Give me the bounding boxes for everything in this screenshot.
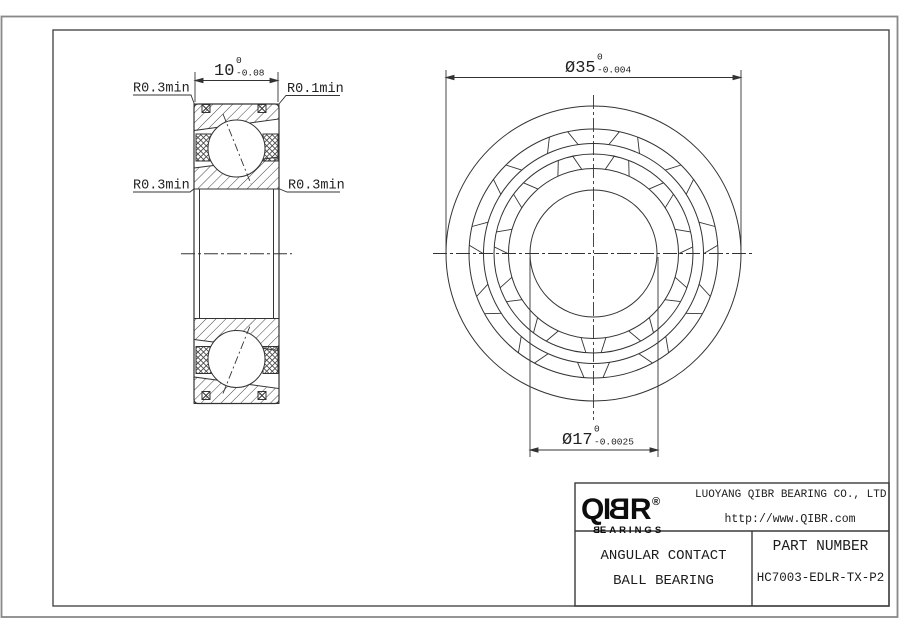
sheet-borders [2,17,898,618]
fillet-label-top-right: R0.1min [287,82,344,97]
logo-letter: I [602,493,610,526]
cage-pocket-edge [666,336,669,352]
cage-pocket-edge [518,336,521,352]
cage-pocket-edge [546,331,558,341]
cage-pocket-edge [675,277,687,288]
cage-pocket-edge [629,331,641,341]
cage-pocket-edge [605,156,614,169]
cage-pocket-edge [609,132,620,145]
cage-pocket-edge [514,194,522,208]
cage-pocket-edge [649,183,664,189]
logo-sub-letter-mirrored-b: B [590,525,600,536]
cage-pocket-edge [649,318,653,333]
fillet-label-top-left: R0.3min [133,81,190,97]
cage-pocket-edge [506,165,522,170]
cage-pocket-edge [568,132,579,145]
cage-pocket-edge [679,247,693,254]
arrowhead [530,448,538,452]
section-view [181,104,292,404]
cage-pocket-edge [699,284,710,296]
cage-pocket-edge [477,284,488,296]
arrowhead [195,78,203,82]
cage-pocket-edge [534,318,538,333]
cage-pocket-edge [494,179,501,194]
cage-pocket-edge [472,222,488,226]
cage-pocket-edge [534,354,548,363]
cage-pocket-edge [506,300,522,302]
cage-pocket-edge [601,338,606,353]
cage-pocket-edge [548,137,550,154]
bore-dim-tol-upper: 0 [594,423,600,435]
logo-letter: Q [581,493,603,526]
cage-pocket-edge [494,247,508,254]
brand-logo [581,489,691,536]
cage-pocket-edge [675,229,691,232]
cage-pocket-edge [638,137,640,154]
registered-trademark-symbol: ® [652,496,661,508]
od-dim-value: Ø35 [565,59,596,78]
cage-pocket-edge [603,362,610,377]
cage-pocket-edge [500,277,512,288]
outer-border [2,17,898,618]
cage-pocket-edge [578,362,585,377]
width-dim-tol-upper: 0 [236,55,242,66]
od-dim-tol-lower: -0.004 [597,64,632,76]
cage-pocket-edge [639,354,653,363]
company-name: LUOYANG QIBR BEARING CO., LTD [695,489,887,501]
arrowhead [733,75,741,79]
arrowhead [650,448,658,452]
cage-pocket-edge [581,338,586,353]
cage-pocket-edge [704,245,718,254]
front-view [433,95,755,420]
cage-pocket-edge [665,194,673,208]
logo-letter: R [629,493,651,526]
od-dim-tol-upper: 0 [597,51,603,63]
part-number-value: HC7003-EDLR-TX-P2 [756,571,885,585]
cage-pocket-edge [496,229,512,232]
product-type-line2: BALL BEARING [613,573,714,589]
width-dim-tol-lower: -0.08 [236,67,265,79]
company-website: http://www.QIBR.com [724,513,856,526]
fillet-label-mid-right: R0.3min [288,178,345,194]
cage-pocket-edge [573,156,582,169]
cage-pocket-edge [524,183,539,189]
arrowhead [270,78,278,82]
product-type-line1: ANGULAR CONTACT [600,548,727,564]
cage-pocket-edge [686,179,693,194]
width-dim-value: 10 [214,62,235,81]
logo-letter-mirrored-b: B [609,493,630,526]
bore-dim-tol-lower: -0.0025 [594,436,634,448]
part-number-cell [752,531,889,606]
cage-pocket-edge [469,245,483,254]
cage-pocket-edge [699,222,715,226]
brand-logo-wordmark [581,489,691,526]
cage-pocket-edge [665,165,681,170]
part-number-label: PART NUMBER [772,539,869,555]
arrowhead [446,75,454,79]
cage-pocket-edge [665,300,681,302]
bore-dim-value: Ø17 [562,431,593,450]
fillet-label-mid-left: R0.3min [133,178,190,194]
logo-sub-rest: EARINGS [599,525,665,536]
product-description-cell [575,531,752,606]
